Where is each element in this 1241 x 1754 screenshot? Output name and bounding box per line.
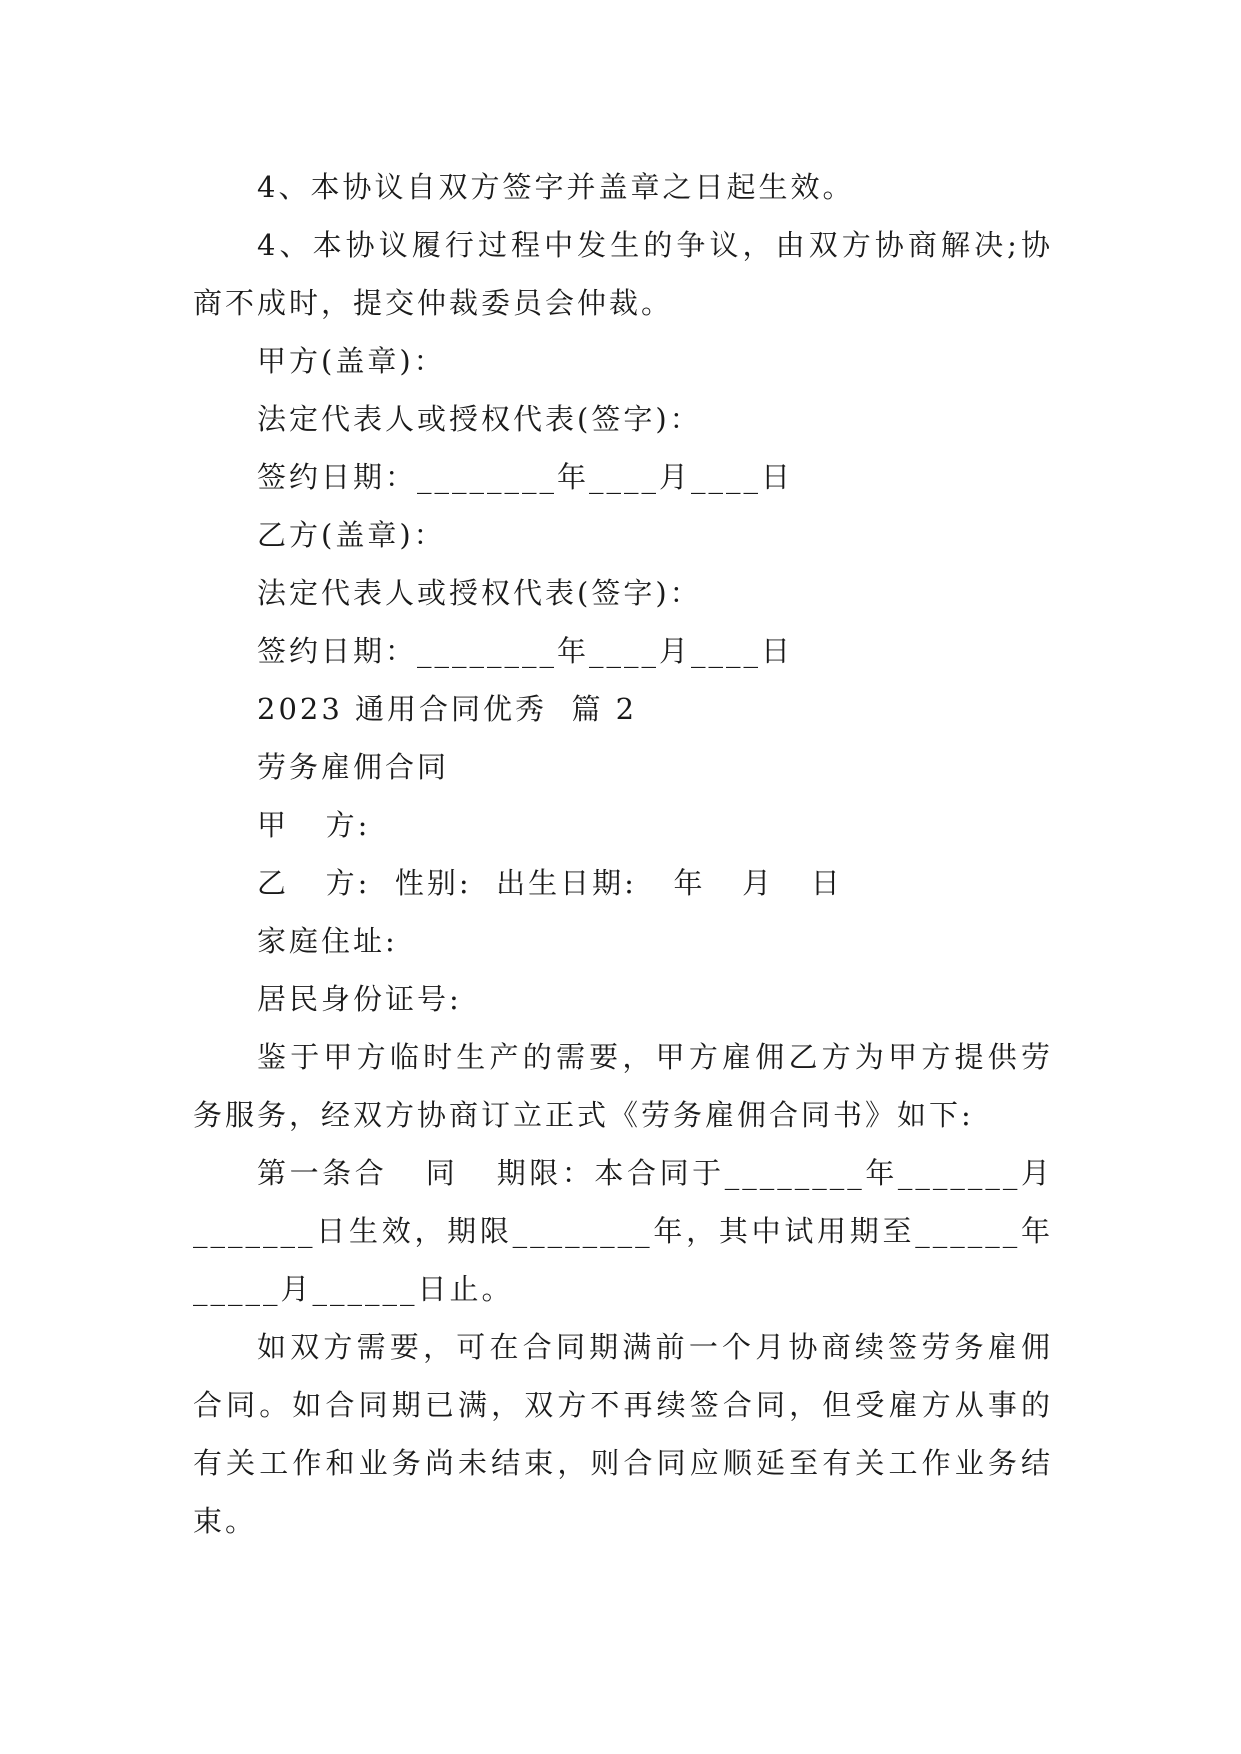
- party-a-field: 甲 方:: [257, 808, 371, 842]
- text-line: 有关工作和业务尚未结束，则合同应顺延至有关工作业务结: [193, 1446, 1053, 1480]
- text-line: 4、本协议履行过程中发生的争议，由双方协商解决;协: [257, 228, 1053, 262]
- text-line: 合同。如合同期已满，双方不再续签合同，但受雇方从事的: [193, 1388, 1053, 1422]
- article-one-line: 第一条合 同 期限：本合同于________年_______月: [257, 1156, 1053, 1190]
- address-field: 家庭住址:: [257, 924, 398, 958]
- text-line: 鉴于甲方临时生产的需要，甲方雇佣乙方为甲方提供劳: [257, 1040, 1053, 1074]
- text-line: 务服务，经双方协商订立正式《劳务雇佣合同书》如下:: [193, 1098, 974, 1132]
- text-line: 4、本协议自双方签字并盖章之日起生效。: [257, 170, 855, 204]
- text-line: _____月______日止。: [193, 1272, 514, 1306]
- party-a-date-line: 签约日期：________年____月____日: [257, 460, 794, 494]
- party-b-field: 乙 方: 性别: 出生日期: 年 月 日: [257, 866, 843, 900]
- contract-title: 劳务雇佣合同: [257, 750, 450, 784]
- party-b-seal-line: 乙方(盖章)：: [257, 518, 446, 552]
- party-b-representative-line: 法定代表人或授权代表(签字)：: [257, 576, 702, 610]
- party-a-representative-line: 法定代表人或授权代表(签字)：: [257, 402, 702, 436]
- party-a-seal-line: 甲方(盖章)：: [257, 344, 446, 378]
- text-line: _______日生效，期限________年，其中试用期至______年: [193, 1214, 1053, 1248]
- section-heading: 2023 通用合同优秀 篇 2: [257, 692, 638, 726]
- text-line: 如双方需要，可在合同期满前一个月协商续签劳务雇佣: [257, 1330, 1053, 1364]
- text-line: 束。: [193, 1504, 258, 1538]
- party-b-date-line: 签约日期：________年____月____日: [257, 634, 794, 668]
- text-line: 商不成时，提交仲裁委员会仲裁。: [193, 286, 674, 320]
- id-number-field: 居民身份证号:: [257, 982, 462, 1016]
- document-body: [193, 158, 1053, 1550]
